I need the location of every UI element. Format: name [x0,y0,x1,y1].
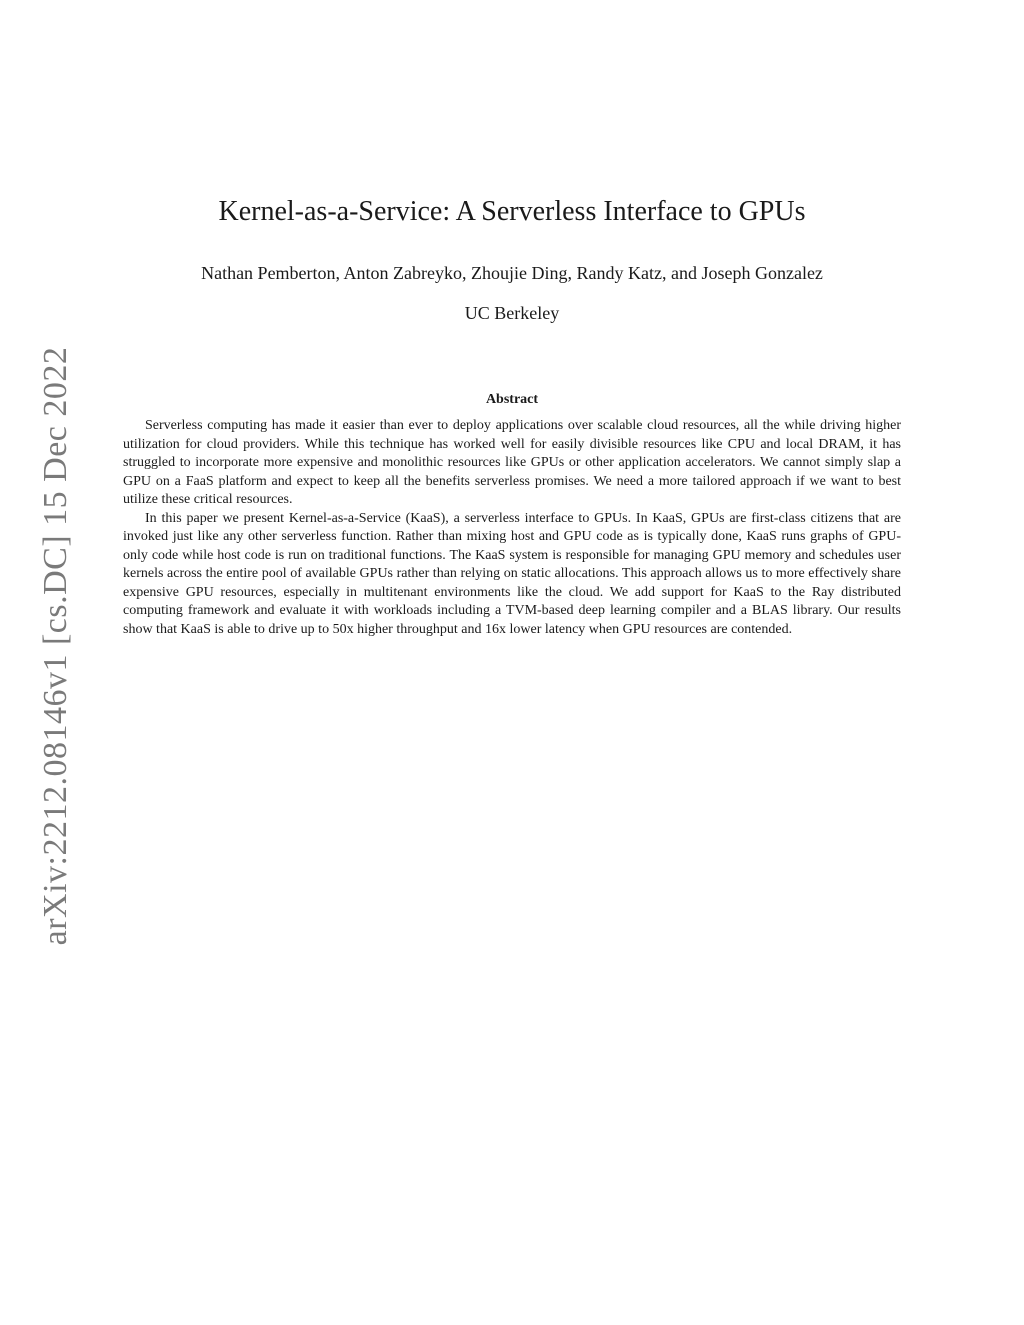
abstract-paragraph: In this paper we present Kernel-as-a-Service (KaaS), a serverless interface to GPUs. In KaaS, GPUs are first-class citizens that are invoked just like any other serverless function. Rather than mixing host and GPU code as is typically done, KaaS runs graphs of GPU-only code while host code is run on traditional functions. The KaaS system is responsible for managing GPU memory and schedules user kernels across the entire pool of available GPUs rather than relying on static allocations. This approach allows us to more effectively share expensive GPU resources, especially in multitenant environments like the cloud. We add support for KaaS to the Ray distributed computing framework and evaluate it with workloads including a TVM-based deep learning compiler and a BLAS library. Our results show that KaaS is able to drive up to 50x higher throughput and 16x lower latency when GPU resources are contended. [123,510,901,637]
author-affiliation: UC Berkeley [464,303,560,323]
paper-title: Kernel-as-a-Service: A Serverless Interface to GPUs [218,196,806,227]
arxiv-identifier-stamp: arXiv:2212.08146v1 [cs.DC] 15 Dec 2022 [37,346,74,946]
abstract-heading: Abstract [485,392,539,407]
abstract-body [123,417,901,639]
author-list: Nathan Pemberton, Anton Zabreyko, Zhoujie Ding, Randy Katz, and Joseph Gonzalez [201,263,823,283]
abstract-paragraph: Serverless computing has made it easier than ever to deploy applications over scalable cloud resources, all the while driving higher utilization for cloud providers. While this technique has worked well for easily divisible resources like CPU and local DRAM, it has struggled to incorporate more expensive and monolithic resources like GPUs or other application accelerators. We cannot simply slap a GPU on a FaaS platform and expect to keep all the benefits serverless promises. We need a more tailored approach if we want to best utilize these critical resources. [123,418,901,507]
